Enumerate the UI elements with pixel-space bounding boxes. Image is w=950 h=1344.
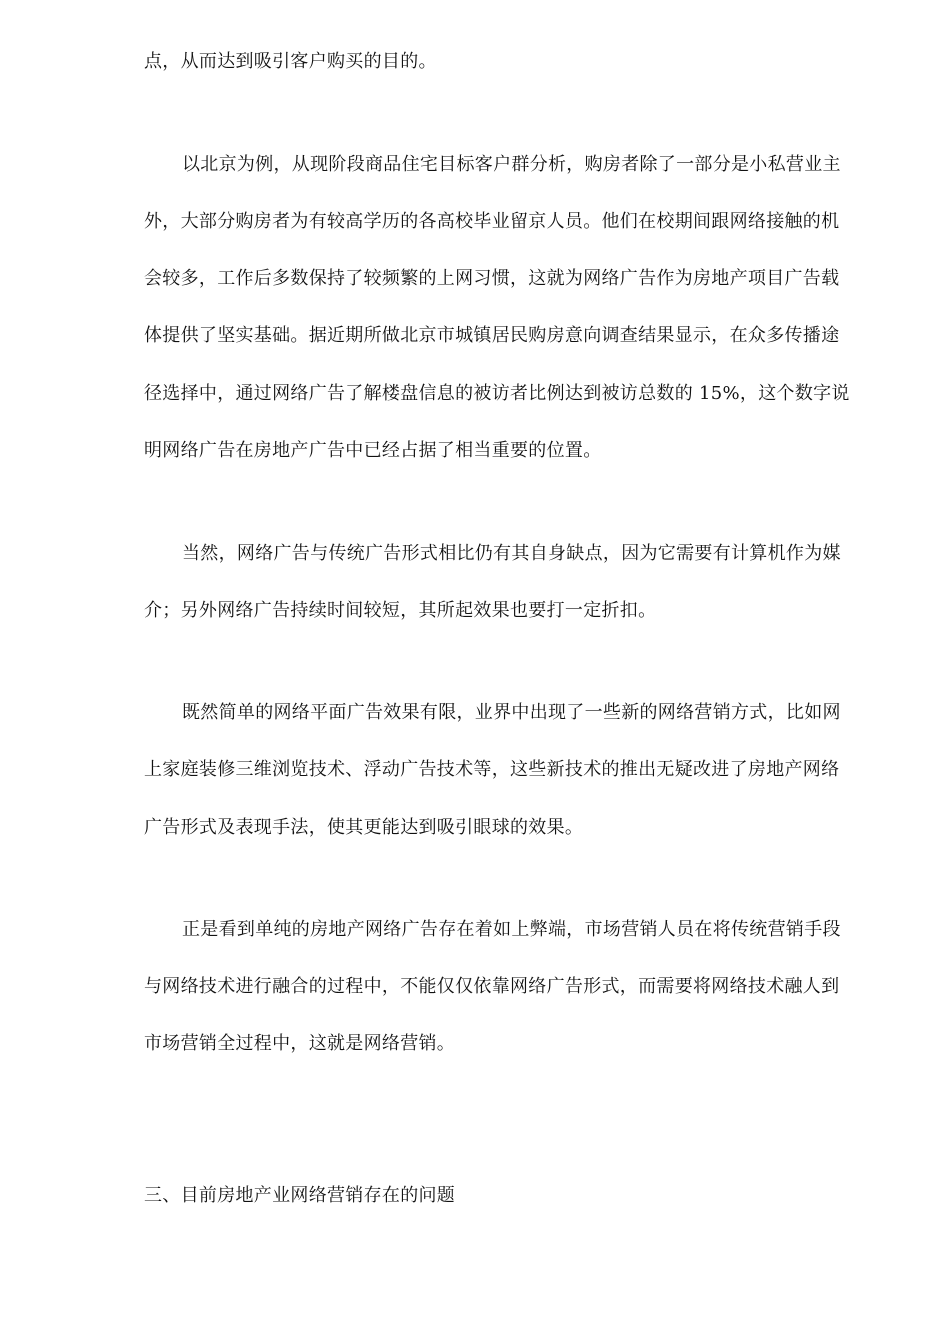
text-line: 广告形式及表现手法，使其更能达到吸引眼球的效果。	[144, 817, 584, 838]
text-line: 与网络技术进行融合的过程中，不能仅仅依靠网络广告形式，而需要将网络技术融人到	[144, 976, 840, 997]
text-line: 既然简单的网络平面广告效果有限，业界中出现了一些新的网络营销方式，比如网	[182, 702, 841, 723]
text-line: 径选择中，通过网络广告了解楼盘信息的被访者比例达到被访总数的 15%，这个数字说	[144, 383, 850, 404]
text-line: 介；另外网络广告持续时间较短，其所起效果也要打一定折扣。	[144, 600, 657, 621]
text-line: 以北京为例，从现阶段商品住宅目标客户群分析，购房者除了一部分是小私营业主	[182, 154, 841, 175]
text-line: 外，大部分购房者为有较高学历的各高校毕业留京人员。他们在校期间跟网络接触的机	[144, 211, 840, 232]
text-line: 市场营销全过程中，这就是网络营销。	[144, 1033, 456, 1054]
text-line: 当然，网络广告与传统广告形式相比仍有其自身缺点，因为它需要有计算机作为媒	[182, 543, 841, 564]
text-line: 点，从而达到吸引客户购买的目的。	[144, 51, 437, 72]
text-line: 正是看到单纯的房地产网络广告存在着如上弊端，市场营销人员在将传统营销手段	[182, 919, 841, 940]
section-heading: 三、目前房地产业网络营销存在的问题	[144, 1185, 456, 1206]
text-line: 上家庭装修三维浏览技术、浮动广告技术等，这些新技术的推出无疑改进了房地产网络	[144, 759, 840, 780]
text-line: 体提供了坚实基础。据近期所做北京市城镇居民购房意向调查结果显示，在众多传播途	[144, 325, 840, 346]
text-line: 会较多，工作后多数保持了较频繁的上网习惯，这就为网络广告作为房地产项目广告载	[144, 268, 840, 289]
text-line: 明网络广告在房地产广告中已经占据了相当重要的位置。	[144, 440, 602, 461]
